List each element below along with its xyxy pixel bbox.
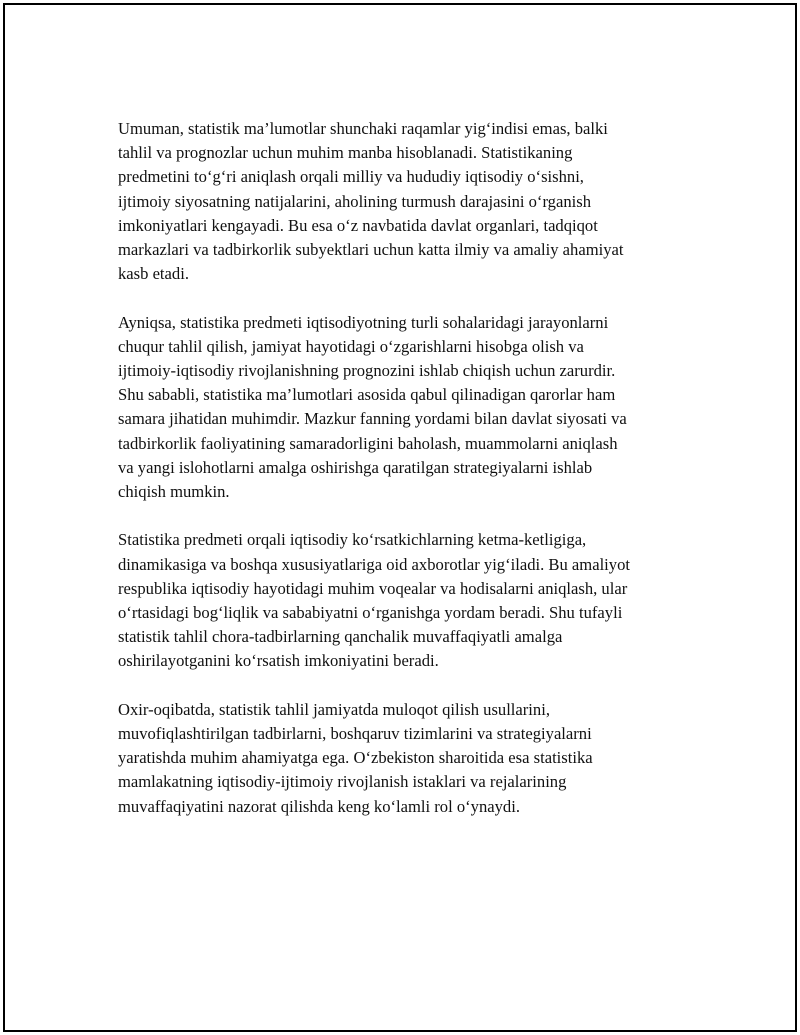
text-line: respublika iqtisodiy hayotidagi muhim voqealar va hodisalarni aniqlash, ular bbox=[118, 578, 628, 598]
text-line: muvofiqlashtirilgan tadbirlarni, boshqaruv tizimlarini va strategiyalarni bbox=[118, 724, 592, 744]
paragraph-4 bbox=[118, 698, 684, 819]
paragraph-1 bbox=[118, 117, 684, 286]
text-line: tadbirkorlik faoliyatining samaradorligini baholash, muammolarni aniqlash bbox=[118, 433, 618, 453]
text-line: statistik tahlil chora-tadbirlarning qanchalik muvaffaqiyatli amalga bbox=[118, 627, 563, 647]
text-line: mamlakatning iqtisodiy-ijtimoiy rivojlanish istaklari va rejalarining bbox=[118, 772, 567, 792]
text-line: ijtimoiy-iqtisodiy rivojlanishning prognozini ishlab chiqish uchun zarurdir. bbox=[118, 361, 616, 381]
text-line: Oxir-oqibatda, statistik tahlil jamiyatda muloqot qilish usullarini, bbox=[118, 699, 550, 719]
paragraph-2 bbox=[118, 311, 684, 505]
text-line: va yangi islohotlarni amalga oshirishga qaratilgan strategiyalarni ishlab bbox=[118, 457, 593, 477]
text-line: tahlil va prognozlar uchun muhim manba hisoblanadi. Statistikaning bbox=[118, 143, 573, 163]
text-line: o‘rtasidagi bog‘liqlik va sababiyatni o‘rganishga yordam beradi. Shu tufayli bbox=[118, 603, 623, 623]
text-line: Ayniqsa, statistika predmeti iqtisodiyotning turli sohalaridagi jarayonlarni bbox=[118, 312, 609, 332]
text-line: Statistika predmeti orqali iqtisodiy ko‘rsatkichlarning ketma-ketligiga, bbox=[118, 530, 587, 550]
text-line: oshirilayotganini ko‘rsatish imkoniyatini beradi. bbox=[118, 651, 439, 671]
text-line: Shu sababli, statistika ma’lumotlari asosida qabul qilinadigan qarorlar ham bbox=[118, 385, 616, 405]
text-line: yaratishda muhim ahamiyatga ega. O‘zbekiston sharoitida esa statistika bbox=[118, 748, 593, 768]
paragraph-3 bbox=[118, 528, 684, 673]
text-line: ijtimoiy siyosatning natijalarini, aholining turmush darajasini o‘rganish bbox=[118, 191, 592, 211]
text-line: predmetini to‘g‘ri aniqlash orqali milliy va hududiy iqtisodiy o‘sishni, bbox=[118, 167, 584, 187]
text-line: imkoniyatlari kengayadi. Bu esa o‘z navbatida davlat organlari, tadqiqot bbox=[118, 215, 598, 235]
text-line: dinamikasiga va boshqa xususiyatlariga oid axborotlar yig‘iladi. Bu amaliyot bbox=[118, 554, 630, 574]
text-line: muvaffaqiyatini nazorat qilishda keng ko‘lamli rol o‘ynaydi. bbox=[118, 796, 520, 816]
text-line: chiqish mumkin. bbox=[118, 482, 230, 502]
text-line: Umuman, statistik ma’lumotlar shunchaki raqamlar yig‘indisi emas, balki bbox=[118, 119, 608, 138]
text-line: kasb etadi. bbox=[118, 264, 189, 284]
text-line: samara jihatidan muhimdir. Mazkur fanning yordami bilan davlat siyosati va bbox=[118, 409, 627, 429]
text-line: markazlari va tadbirkorlik subyektlari uchun katta ilmiy va amaliy ahamiyat bbox=[118, 240, 624, 260]
text-line: chuqur tahlil qilish, jamiyat hayotidagi o‘zgarishlarni hisobga olish va bbox=[118, 336, 584, 356]
document-body bbox=[118, 117, 684, 843]
